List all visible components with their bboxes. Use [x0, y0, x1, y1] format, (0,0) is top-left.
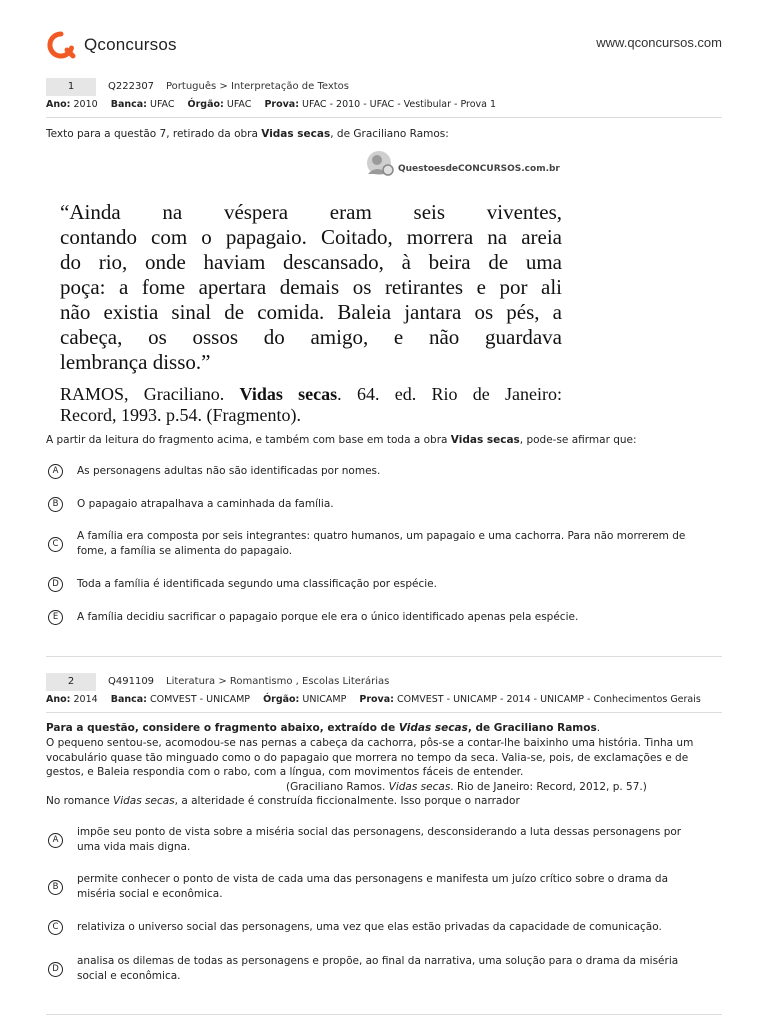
option-text: impõe seu ponto de vista sobre a miséria social das personagens, desconsiderando a luta dessas personagens por uma vida mais digna. [77, 826, 682, 853]
option-letter[interactable]: A [48, 833, 63, 848]
question-2-stem: No romance Vidas secas, a alteridade é construída ficcionalmente. Isso porque o narrador [46, 795, 520, 807]
question-1-stem: A partir da leitura do fragmento acima, e também com base em toda a obra Vidas secas, pode-se afirmar que: [46, 434, 637, 446]
option-text: A família era composta por seis integrantes: quatro humanos, um papagaio e uma cachorra. Para não morrerem de fome, a família se alimenta do papagaio. [77, 530, 686, 557]
fragment-source: (Graciliano Ramos. Vidas secas. Rio de Janeiro: Record, 2012, p. 57.) [286, 781, 647, 793]
question-id-link[interactable]: Q491109 [108, 676, 155, 687]
banca-value: UFAC [150, 99, 175, 110]
option-text: relativiza o universo social das personagens, uma vez que elas estão privadas da capacidade de comunicação. [77, 921, 662, 933]
option-letter[interactable]: C [48, 920, 63, 935]
option-text: permite conhecer o ponto de vista de cada uma das personagens e manifesta um juízo crítico sobre o drama da miséria social e econômica. [77, 873, 669, 900]
question-1-intro: Texto para a questão 7, retirado da obra Vidas secas, de Graciliano Ramos: [46, 128, 449, 140]
excerpt-image [46, 148, 576, 428]
divider [46, 117, 722, 118]
qconcursos-logo[interactable] [46, 30, 177, 60]
watermark-icon [364, 148, 398, 182]
option-letter[interactable]: C [48, 537, 63, 552]
option-text: Toda a família é identificada segundo uma classificação por espécie. [77, 578, 437, 590]
banca-label: Banca: [110, 694, 147, 705]
option-letter[interactable]: E [48, 610, 63, 625]
brand-name: Qconcursos [84, 35, 177, 54]
banca-label: Banca: [110, 99, 147, 110]
question-2-meta [46, 694, 701, 705]
question-1-meta [46, 99, 496, 110]
divider [46, 712, 722, 713]
orgao-value: UFAC [226, 99, 252, 110]
watermark-logo [364, 148, 564, 182]
divider [46, 656, 722, 657]
page-header [46, 30, 722, 60]
prova-label: Prova: [359, 694, 394, 705]
orgao-label: Órgão: [187, 99, 224, 110]
question-subject: Português > Interpretação de Textos [166, 81, 350, 92]
question-2-intro: Para a questão, considere o fragmento abaixo, extraído de Vidas secas, de Graciliano Ramos. [46, 722, 601, 734]
question-2-header [46, 673, 722, 691]
option-text: analisa os dilemas de todas as personagens e propõe, ao final da narrativa, uma solução para o drama da miséria social e econômica. [77, 955, 679, 982]
option-text: As personagens adultas não são identificadas por nomes. [77, 465, 381, 477]
banca-value: COMVEST - UNICAMP [150, 694, 251, 705]
question-subject: Literatura > Romantismo , Escolas Literárias [166, 676, 390, 687]
question-number: 1 [46, 78, 96, 96]
site-url-link[interactable]: www.qconcursos.com [596, 35, 722, 50]
option-letter[interactable]: A [48, 464, 63, 479]
divider [46, 1014, 722, 1015]
question-2-fragment: O pequeno sentou-se, acomodou-se nas pernas a cabeça da cachorra, pôs-se a contar-lhe baixinho uma história. Tinha um vocabulário quase tão minguado como o do papagaio que morrera no tempo da seca. Valia-se, pois, de exclamações e de gestos, e Baleia respondia com o rabo, com a língua, com movimentos fáceis de entender. [46, 737, 694, 778]
option-letter[interactable]: D [48, 577, 63, 592]
ano-value: 2014 [73, 694, 98, 705]
ano-label: Ano: [46, 694, 71, 705]
option-letter[interactable]: D [48, 962, 63, 977]
prova-label: Prova: [264, 99, 300, 110]
quote-citation: RAMOS, Graciliano. Vidas secas. 64. ed. Rio de Janeiro: Record, 1993. p.54. (Fragmento). [60, 384, 563, 425]
question-id-link[interactable]: Q222307 [108, 81, 155, 92]
ano-label: Ano: [46, 99, 71, 110]
qconcursos-logo-icon [46, 30, 76, 60]
question-number: 2 [46, 673, 96, 691]
quote-text: “Ainda na véspera eram seis viventes, contando com o papagaio. Coitado, morrera na areia do rio, onde haviam descansado, à beira de uma poça: a fome apertara demais os retirantes e por ali não existia sinal de comida. Baleia jantara os pés, a cabeça, os ossos do amigo, e não guardava lembrança disso.” [60, 200, 562, 374]
question-1-header [46, 78, 722, 96]
prova-value: COMVEST - UNICAMP - 2014 - UNICAMP - Conhecimentos Gerais [396, 694, 701, 705]
ano-value: 2010 [73, 99, 98, 110]
orgao-value: UNICAMP [302, 694, 347, 705]
option-text: A família decidiu sacrificar o papagaio porque ele era o único identificado apenas pela espécie. [77, 611, 579, 623]
option-letter[interactable]: B [48, 880, 63, 895]
option-letter[interactable]: B [48, 497, 63, 512]
orgao-label: Órgão: [263, 694, 300, 705]
option-text: O papagaio atrapalhava a caminhada da família. [77, 498, 334, 510]
watermark-text: QuestoesdeCONCURSOS.com.br [398, 164, 560, 174]
prova-value: UFAC - 2010 - UFAC - Vestibular - Prova 1 [302, 99, 497, 110]
